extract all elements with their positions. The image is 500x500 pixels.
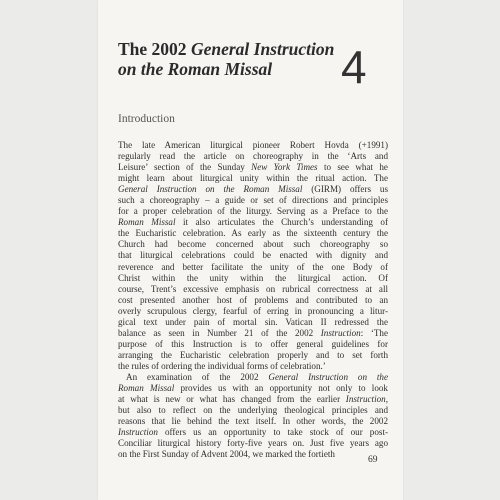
italic-text: Instruction <box>345 394 386 405</box>
body-line <box>118 405 388 416</box>
body-line <box>118 173 388 184</box>
italic-text: Instruction <box>118 427 158 438</box>
body-line <box>118 383 388 394</box>
text-run: overly scrupulous clergy, fearful of erring in pronouncing a litur- <box>118 305 388 316</box>
text-run: balance as seen in Number 21 of the 2002 <box>118 327 321 338</box>
book-page <box>98 0 403 500</box>
text-run: the Eucharistic celebration. As early as the sixteenth century the <box>118 228 388 239</box>
body-line <box>118 427 388 438</box>
text-run: , <box>385 394 388 405</box>
text-run: course, Trent’s excessive emphasis on rubrical correctness at all <box>118 283 388 294</box>
body-line <box>118 394 388 405</box>
text-run: (GIRM) offers us <box>302 184 388 195</box>
text-run: An examination of the 2002 <box>126 371 269 382</box>
italic-text: New York Times <box>251 162 318 173</box>
body-line <box>118 306 388 317</box>
body-line <box>118 361 388 372</box>
body-line <box>118 228 388 239</box>
text-run: gical text under pain of mortal sin. Vatican II redressed the <box>118 316 388 327</box>
text-run: it also articulates the Church’s understanding of <box>175 217 388 228</box>
text-run: regularly read the article on choreography in the ‘Arts and <box>118 151 388 162</box>
chapter-title-italic-2: on the Roman Missal <box>118 58 273 79</box>
body-line <box>118 284 388 295</box>
text-run: Church had become concerned about such choreography so <box>118 239 388 250</box>
body-line <box>118 372 388 383</box>
body-line <box>118 151 388 162</box>
italic-text: Roman Missal <box>118 383 175 394</box>
body-line <box>118 416 388 427</box>
body-line <box>118 449 388 460</box>
body-line <box>118 162 388 173</box>
text-run: Leisure’ section of the Sunday <box>118 162 252 173</box>
text-run: reasons that lie behind the text itself. In other words, the 2002 <box>118 416 388 427</box>
text-run: arranging the Eucharistic celebration properly and to set forth <box>118 349 388 360</box>
page-number: 69 <box>368 455 378 465</box>
body-line <box>118 195 388 206</box>
text-run: on the First Sunday of Advent 2004, we marked the fortieth <box>118 449 335 460</box>
body-line <box>118 250 388 261</box>
body-line <box>118 184 388 195</box>
body-line <box>118 339 388 350</box>
chapter-title-plain: The 2002 <box>118 39 191 59</box>
body-line <box>118 328 388 339</box>
chapter-title-line-1 <box>118 40 348 60</box>
text-run: reverence and better facilitate the unity of the one Body of <box>118 261 388 272</box>
text-run: to see what he <box>317 162 388 173</box>
text-run: but also to reflect on the underlying theological principles and <box>118 405 388 416</box>
chapter-title <box>118 40 348 79</box>
chapter-title-line-2 <box>118 60 348 80</box>
body-line <box>118 295 388 306</box>
body-line <box>118 350 388 361</box>
chapter-title-italic: General Instruction <box>190 39 335 59</box>
text-run: at what is new or what has changed from the earlier <box>118 394 346 405</box>
text-run: purpose of this Instruction is to offer general guidelines for <box>118 338 388 349</box>
text-run: for a proper celebration of the liturgy. Serving as a Preface to the <box>118 206 388 217</box>
text-run: such a choreography – a guide or set of directions and principles <box>118 195 388 206</box>
italic-text: Roman Missal <box>118 217 176 228</box>
body-line <box>118 438 388 449</box>
text-run: The late American liturgical pioneer Robert Hovda (+1991) <box>118 140 388 150</box>
text-run: might learn about liturgical unity within the ritual action. The <box>118 173 388 184</box>
body-line <box>118 140 388 151</box>
italic-text: General Instruction on the Roman Missal <box>118 184 303 195</box>
body-line <box>118 262 388 273</box>
text-run: : ‘The <box>360 327 388 338</box>
body-text <box>118 140 388 460</box>
body-line <box>118 206 388 217</box>
body-line <box>118 317 388 328</box>
text-run: Conciliar liturgical history forty-five years on. Just five years ago <box>118 438 388 449</box>
body-line <box>118 239 388 250</box>
section-heading: Introduction <box>118 113 175 125</box>
italic-text: General Instruction on the <box>268 371 388 382</box>
italic-text: Instruction <box>320 327 361 338</box>
text-run: offers us an opportunity to take stock of our post- <box>157 427 388 438</box>
text-run: Christ within the unity within the liturgical action. Of <box>118 272 388 283</box>
text-run: provides us with an opportunity not only to look <box>174 383 388 394</box>
text-run: cost presented another host of problems and contributed to an <box>118 294 388 305</box>
chapter-number: 4 <box>341 41 367 93</box>
body-line <box>118 217 388 228</box>
text-run: the rules of ordering the individual forms of celebration.’ <box>118 360 326 371</box>
body-line <box>118 273 388 284</box>
text-run: that liturgical celebrations could be enacted with dignity and <box>118 250 388 261</box>
